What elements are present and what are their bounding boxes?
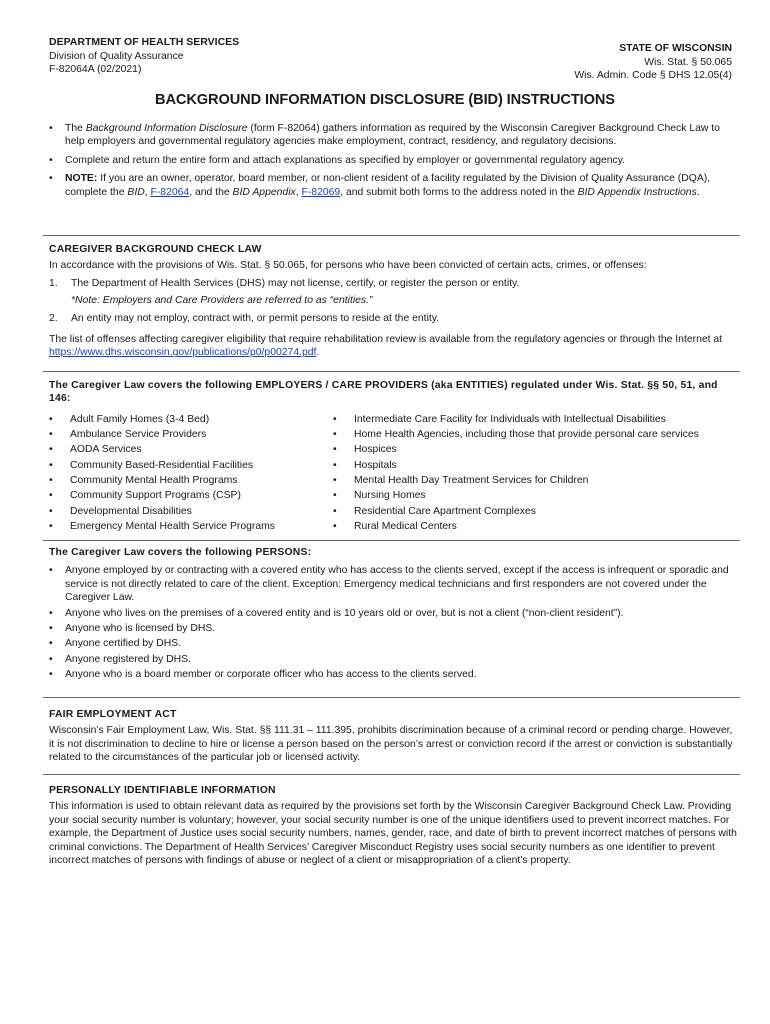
persons-heading: The Caregiver Law covers the following PERSONS: — [49, 547, 312, 558]
employer-list-item: • Hospitals — [333, 458, 733, 473]
numbered-item — [49, 312, 739, 325]
fair-employment-section — [49, 708, 739, 765]
department-name: DEPARTMENT OF HEALTH SERVICES — [49, 36, 240, 48]
form-number: F-82064A (02/2021) — [49, 64, 142, 75]
admin-code-ref: Wis. Admin. Code § DHS 12.05(4) — [574, 70, 732, 81]
item-number: 2. — [49, 312, 58, 324]
item-text: An entity may not employ, contract with, or permit persons to reside at the entity. — [71, 312, 440, 324]
section-heading: FAIR EMPLOYMENT ACT — [49, 709, 177, 720]
employers-heading: The Caregiver Law covers the following EMPLOYERS / CARE PROVIDERS (aka ENTITIES) regulated under Wis. Stat. §§ 50, 51, and 146: — [49, 380, 718, 405]
offenses-text: The list of offenses affecting caregiver eligibility that require rehabilitation review is available from the regulatory agencies or through the Internet at — [49, 334, 723, 346]
employer-list-item: • Home Health Agencies, including those that provide personal care services — [333, 427, 733, 442]
agency-header — [49, 36, 239, 77]
division-name: Division of Quality Assurance — [49, 50, 184, 62]
employer-list-item: • Hospices — [333, 442, 733, 457]
section-heading: CAREGIVER BACKGROUND CHECK LAW — [49, 244, 262, 255]
person-list-item: • Anyone who is licensed by DHS. — [49, 622, 739, 635]
intro-section — [49, 122, 739, 204]
section-divider — [43, 540, 740, 541]
item-text: The Department of Health Services (DHS) may not license, certify, or register the person or entity. — [71, 277, 520, 289]
employer-list-item: • Nursing Homes — [333, 488, 733, 503]
note-text: , and the — [189, 186, 233, 198]
statute-ref: Wis. Stat. § 50.065 — [644, 56, 732, 68]
section-divider — [43, 774, 740, 775]
note-text: , — [295, 186, 302, 198]
offenses-text: . — [316, 347, 320, 359]
section-divider — [43, 697, 740, 698]
employer-list-item: • Rural Medical Centers — [333, 519, 733, 534]
person-list-item: • Anyone certified by DHS. — [49, 637, 739, 650]
item-number: 1. — [49, 277, 58, 289]
pii-section — [49, 784, 739, 867]
person-list-item: • Anyone registered by DHS. — [49, 653, 739, 666]
offenses-list-link[interactable]: https://www.dhs.wisconsin.gov/publications/p0/p00274.pdf — [49, 347, 317, 359]
section-divider — [43, 371, 740, 372]
offenses-paragraph — [49, 333, 739, 360]
employer-list-item: • Developmental Disabilities — [49, 504, 333, 519]
note-label: NOTE: — [65, 173, 98, 185]
numbered-item — [49, 277, 739, 290]
employer-list-item: • Community Mental Health Programs — [49, 473, 333, 488]
person-list-item: • Anyone who lives on the premises of a covered entity and is 10 years old or over, but is not a client (“non-client resident”). — [49, 607, 739, 620]
intro-text: (form F-82064) gathers information as required by the Wisconsin Caregiver Background Check Law to help employers and governmental regulatory agencies make employment, contract, residency, and regulatory decisions. — [65, 123, 720, 148]
employer-list-item: • Community Based-Residential Facilities — [49, 458, 333, 473]
entities-note: *Note: Employers and Care Providers are referred to as “entities.” — [71, 295, 373, 307]
employer-list-item: • Mental Health Day Treatment Services for Children — [333, 473, 733, 488]
f82064-link[interactable]: F-82064 — [150, 186, 190, 198]
state-name: STATE OF WISCONSIN — [619, 43, 732, 54]
intro-text: Complete and return the entire form and attach explanations as specified by employer or governmental regulatory agency. — [65, 154, 626, 166]
employer-list-item: • Emergency Mental Health Service Programs — [49, 519, 333, 534]
note-text: , and submit both forms to the address noted in the — [340, 186, 578, 198]
page-title: BACKGROUND INFORMATION DISCLOSURE (BID) INSTRUCTIONS — [155, 92, 615, 108]
person-list-item: • Anyone who is a board member or corporate officer who has access to the clients served. — [49, 668, 739, 681]
pii-text: This information is used to obtain relevant data as required by the provisions set forth by the Wisconsin Caregiver Background Check Law. Providing your social security number is voluntary; however, your social security number is one of the unique identifiers used to prevent incorrect matches. For example, the Department of Justice uses social security numbers, names, gender, race, and date of birth to prevent incorrect matches of persons with criminal convictions. The Department of Health Services’ Caregiver Misconduct Registry uses social security numbers as one identifier to prevent incorrect matches of persons with findings of abuse or neglect of a client or misappropriation of a client’s property. — [49, 801, 737, 867]
persons-section — [49, 546, 739, 684]
note-text: , — [144, 186, 151, 198]
intro-bullet — [49, 154, 739, 167]
fair-employment-text: Wisconsin’s Fair Employment Law, Wis. Stat. §§ 111.31 – 111.395, prohibits discrimination because of a criminal record or pending charge. However, it is not discrimination to decline to hire or license a person based on the person’s arrest or conviction record if the arrest or conviction is substantially related to the circumstances of the particular job or licensed activity. — [49, 725, 733, 764]
employers-left-column — [49, 412, 333, 534]
section-divider — [43, 235, 740, 236]
person-list-item: • Anyone employed by or contracting with a covered entity who has access to the clients served, except if the access is infrequent or sporadic and service is not directly related to care of the client. Exception: Emergency medical technicians and first responders are not covered under the Caregiver Law. — [49, 564, 739, 604]
note-bullet — [49, 172, 739, 199]
employer-list-item: • Community Support Programs (CSP) — [49, 488, 333, 503]
intro-text: The — [65, 123, 86, 134]
employer-list-item: • Intermediate Care Facility for Individuals with Intellectual Disabilities — [333, 412, 733, 427]
employer-list-item: • Ambulance Service Providers — [49, 427, 333, 442]
bid-appendix-term: BID Appendix — [232, 186, 296, 198]
note-text: . — [696, 186, 700, 198]
law-lead-text: In accordance with the provisions of Wis. Stat. § 50.065, for persons who have been convicted of certain acts, crimes, or offenses: — [49, 260, 647, 272]
employer-list-item: • Residential Care Apartment Complexes — [333, 504, 733, 519]
employer-list-item: • Adult Family Homes (3-4 Bed) — [49, 412, 333, 427]
bid-term: BID — [127, 186, 145, 198]
appendix-instructions-term: BID Appendix Instructions — [577, 186, 697, 198]
statute-header — [574, 42, 732, 83]
caregiver-law-section — [49, 243, 739, 360]
f82069-link[interactable]: F-82069 — [301, 186, 341, 198]
employer-list-item: • AODA Services — [49, 442, 333, 457]
employers-right-column — [333, 412, 733, 534]
note-text: If you are an owner, operator, board member, or non-client resident of a facility regulated by the Division of Quality Assurance (DQA), complete the — [65, 173, 711, 198]
intro-bullet — [49, 122, 739, 149]
employers-columns — [49, 412, 739, 534]
employers-section — [49, 379, 739, 534]
form-name: Background Information Disclosure — [85, 123, 248, 134]
section-heading: PERSONALLY IDENTIFIABLE INFORMATION — [49, 785, 276, 796]
